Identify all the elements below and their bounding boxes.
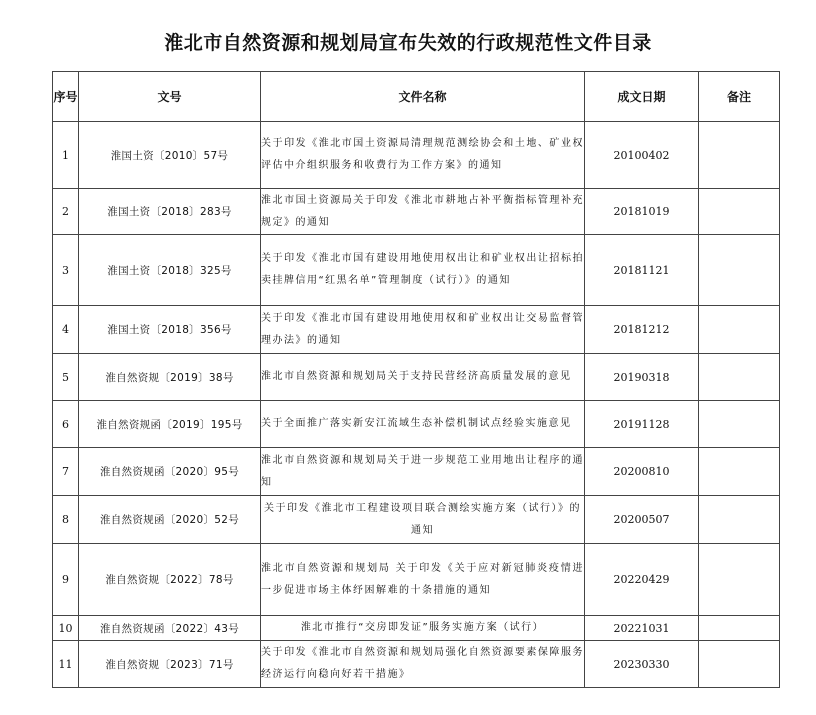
row-doc-number: 淮自然资规函〔2022〕43号 (79, 616, 261, 641)
row-index: 3 (53, 235, 79, 306)
table-row (53, 496, 780, 544)
row-note (699, 122, 780, 189)
row-date: 20181212 (585, 306, 699, 354)
row-index: 11 (53, 641, 79, 688)
row-doc-name: 淮北市自然资源和规划局关于支持民营经济高质量发展的意见 (261, 354, 585, 401)
row-doc-number: 淮自然资规函〔2020〕95号 (79, 448, 261, 496)
row-doc-name: 关于印发《淮北市自然资源和规划局强化自然资源要素保障服务经济运行向稳向好若干措施》 (261, 641, 585, 688)
row-doc-name: 淮北市国土资源局关于印发《淮北市耕地占补平衡指标管理补充规定》的通知 (261, 189, 585, 235)
row-index: 6 (53, 401, 79, 448)
row-doc-number: 淮国土资〔2018〕325号 (79, 235, 261, 306)
table-row (53, 354, 780, 401)
row-doc-name: 关于印发《淮北市国土资源局清理规范测绘协会和土地、矿业权评估中介组织服务和收费行为工作方案》的通知 (261, 122, 585, 189)
table-row (53, 544, 780, 616)
page-title: 淮北市自然资源和规划局宣布失效的行政规范性文件目录 (164, 32, 652, 54)
table-row (53, 448, 780, 496)
table-row (53, 401, 780, 448)
row-index: 4 (53, 306, 79, 354)
row-date: 20191128 (585, 401, 699, 448)
table-row (53, 189, 780, 235)
row-index: 5 (53, 354, 79, 401)
row-date: 20220429 (585, 544, 699, 616)
header-doc-number: 文号 (79, 72, 261, 122)
header-index: 序号 (53, 72, 79, 122)
row-doc-number: 淮自然资规函〔2020〕52号 (79, 496, 261, 544)
row-note (699, 235, 780, 306)
row-date: 20221031 (585, 616, 699, 641)
row-doc-name: 关于全面推广落实新安江流域生态补偿机制试点经验实施意见 (261, 401, 585, 448)
row-doc-name: 关于印发《淮北市工程建设项目联合测绘实施方案（试行）》的通知 (261, 496, 585, 544)
row-note (699, 189, 780, 235)
header-doc-name: 文件名称 (261, 72, 585, 122)
row-date: 20100402 (585, 122, 699, 189)
row-doc-number: 淮自然资规函〔2019〕195号 (79, 401, 261, 448)
header-note: 备注 (699, 72, 780, 122)
row-doc-name: 淮北市自然资源和规划局关于进一步规范工业用地出让程序的通知 (261, 448, 585, 496)
row-note (699, 306, 780, 354)
row-index: 2 (53, 189, 79, 235)
table-header-row (53, 72, 780, 122)
row-doc-name: 淮北市推行“交房即发证”服务实施方案（试行） (261, 616, 585, 641)
row-index: 10 (53, 616, 79, 641)
row-note (699, 448, 780, 496)
header-date: 成文日期 (585, 72, 699, 122)
row-note (699, 616, 780, 641)
row-index: 7 (53, 448, 79, 496)
row-date: 20200810 (585, 448, 699, 496)
row-date: 20181019 (585, 189, 699, 235)
row-index: 8 (53, 496, 79, 544)
row-index: 9 (53, 544, 79, 616)
table-row (53, 235, 780, 306)
row-note (699, 496, 780, 544)
row-doc-name: 关于印发《淮北市国有建设用地使用权和矿业权出让交易监督管理办法》的通知 (261, 306, 585, 354)
row-date: 20190318 (585, 354, 699, 401)
table-row (53, 616, 780, 641)
row-doc-name: 关于印发《淮北市国有建设用地使用权出让和矿业权出让招标拍卖挂牌信用“红黑名单”管理制度（试行）》的通知 (261, 235, 585, 306)
row-doc-number: 淮国土资〔2010〕57号 (79, 122, 261, 189)
row-doc-number: 淮国土资〔2018〕283号 (79, 189, 261, 235)
row-date: 20230330 (585, 641, 699, 688)
row-doc-number: 淮自然资规〔2023〕71号 (79, 641, 261, 688)
row-date: 20200507 (585, 496, 699, 544)
row-doc-number: 淮自然资规〔2022〕78号 (79, 544, 261, 616)
table-row (53, 641, 780, 688)
row-doc-number: 淮自然资规〔2019〕38号 (79, 354, 261, 401)
row-doc-number: 淮国土资〔2018〕356号 (79, 306, 261, 354)
row-note (699, 544, 780, 616)
row-note (699, 354, 780, 401)
table-row (53, 122, 780, 189)
table-row (53, 306, 780, 354)
row-note (699, 401, 780, 448)
row-index: 1 (53, 122, 79, 189)
row-doc-name: 淮北市自然资源和规划局 关于印发《关于应对新冠肺炎疫情进一步促进市场主体纾困解难的十条措施的通知 (261, 544, 585, 616)
row-note (699, 641, 780, 688)
document-catalog-table (52, 71, 780, 688)
row-date: 20181121 (585, 235, 699, 306)
